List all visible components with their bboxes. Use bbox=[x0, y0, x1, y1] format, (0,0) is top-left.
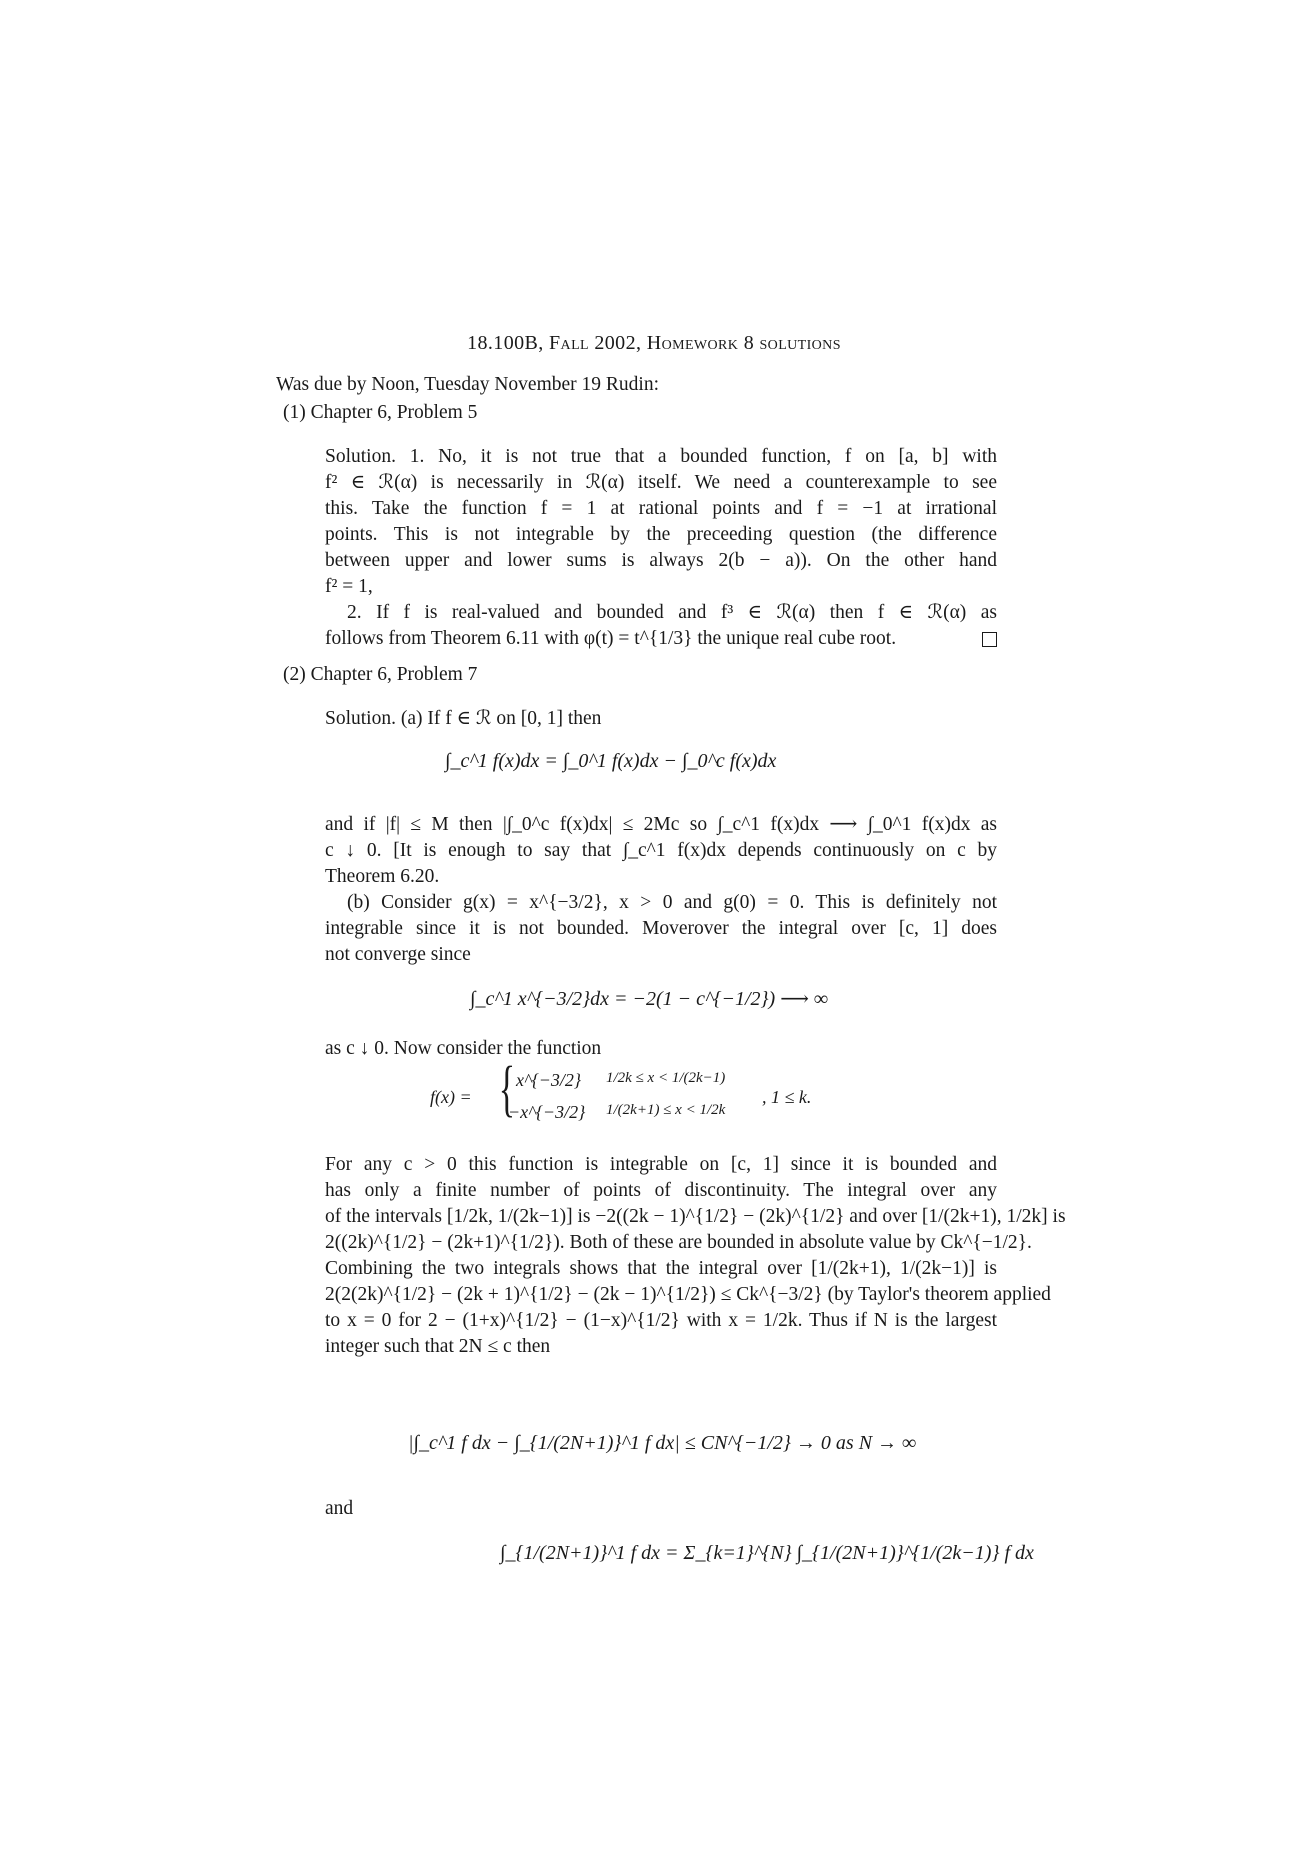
equation-4: |∫_c^1 f dx − ∫_{1/(2N+1)}^1 f dx| ≤ CN^{−1/2} → 0 as N → ∞ bbox=[408, 1432, 917, 1454]
word-and: and bbox=[325, 1498, 354, 1519]
text-line: c ↓ 0. [It is enough to say that ∫_c^1 f(x)dx depends continuously on c by bbox=[325, 840, 997, 861]
paragraph-c bbox=[325, 1152, 1066, 1360]
text-line: integer such that 2N ≤ c then bbox=[325, 1336, 551, 1357]
text-line: this. Take the function f = 1 at rational points and f = −1 at irrational bbox=[325, 498, 997, 519]
paragraph-a bbox=[325, 812, 997, 890]
text-line: not converge since bbox=[325, 944, 471, 965]
text-line: to x = 0 for 2 − (1+x)^{1/2} − (1−x)^{1/2} with x = 1/2k. Thus if N is the largest bbox=[325, 1310, 997, 1331]
eq3-cond1: 1/2k ≤ x < 1/(2k−1) bbox=[606, 1070, 726, 1086]
consider-line: as c ↓ 0. Now consider the function bbox=[325, 1038, 602, 1059]
eq3-tail: , 1 ≤ k. bbox=[762, 1087, 812, 1107]
paragraph-b bbox=[325, 890, 997, 968]
text-line: has only a finite number of points of discontinuity. The integral over any bbox=[325, 1180, 997, 1201]
text-line: Theorem 6.20. bbox=[325, 866, 440, 887]
qed-square-icon bbox=[982, 632, 997, 647]
text-line: between upper and lower sums is always 2(b − a)). On the other hand bbox=[325, 550, 997, 571]
eq3-case1: x^{−3/2} bbox=[516, 1070, 582, 1090]
text-line: f² ∈ ℛ(α) is necessarily in ℛ(α) itself. We need a counterexample to see bbox=[325, 472, 997, 493]
equation-2: ∫_c^1 x^{−3/2}dx = −2(1 − c^{−1/2}) ⟶ ∞ bbox=[470, 988, 829, 1010]
problem-2-label: (2) Chapter 6, Problem 7 bbox=[283, 664, 478, 685]
problem-2-intro: Solution. (a) If f ∈ ℛ on [0, 1] then bbox=[325, 708, 602, 729]
problem-1-solution bbox=[325, 444, 997, 652]
text-line: follows from Theorem 6.11 with φ(t) = t^{1/3} the unique real cube root. bbox=[325, 628, 897, 649]
text-line: (b) Consider g(x) = x^{−3/2}, x > 0 and g(0) = 0. This is definitely not bbox=[347, 892, 997, 913]
brace-icon: { bbox=[498, 1055, 516, 1123]
text-line: Solution. 1. No, it is not true that a bounded function, f on [a, b] with bbox=[325, 446, 997, 467]
eq3-lhs: f(x) = bbox=[430, 1087, 472, 1107]
text-line: 2. If f is real-valued and bounded and f³ ∈ ℛ(α) then f ∈ ℛ(α) as bbox=[347, 602, 997, 623]
text-line: 2(2(2k)^{1/2} − (2k + 1)^{1/2} − (2k − 1)^{1/2}) ≤ Ck^{−3/2} (by Taylor's theorem applied bbox=[325, 1284, 1051, 1305]
eq3-cond2: 1/(2k+1) ≤ x < 1/2k bbox=[606, 1102, 726, 1118]
page-header: 18.100B, Fall 2002, Homework 8 solutions bbox=[467, 332, 841, 354]
text-line: and if |f| ≤ M then |∫_0^c f(x)dx| ≤ 2Mc so ∫_c^1 f(x)dx ⟶ ∫_0^1 f(x)dx as bbox=[325, 814, 997, 835]
equation-3 bbox=[430, 1055, 870, 1132]
equation-1: ∫_c^1 f(x)dx = ∫_0^1 f(x)dx − ∫_0^c f(x)dx bbox=[445, 750, 777, 772]
text-line: integrable since it is not bounded. Moverover the integral over [c, 1] does bbox=[325, 918, 997, 939]
text-line: Combining the two integrals shows that the integral over [1/(2k+1), 1/(2k−1)] is bbox=[325, 1258, 997, 1279]
text-line: of the intervals [1/2k, 1/(2k−1)] is −2((2k − 1)^{1/2} − (2k)^{1/2} and over [1/(2k+1), 1/2k] is bbox=[325, 1206, 1066, 1227]
text-line: 2((2k)^{1/2} − (2k+1)^{1/2}). Both of these are bounded in absolute value by Ck^{−1/2}. bbox=[325, 1232, 1032, 1253]
problem-1-label: (1) Chapter 6, Problem 5 bbox=[283, 402, 478, 423]
text-line: For any c > 0 this function is integrable on [c, 1] since it is bounded and bbox=[325, 1154, 997, 1175]
text-line: points. This is not integrable by the preceeding question (the difference bbox=[325, 524, 997, 545]
equation-5: ∫_{1/(2N+1)}^1 f dx = Σ_{k=1}^{N} ∫_{1/(2N+1)}^{1/(2k−1)} f dx bbox=[500, 1542, 1034, 1564]
text-line: f² = 1, bbox=[325, 576, 373, 597]
due-line: Was due by Noon, Tuesday November 19 Rudin: bbox=[276, 374, 659, 395]
eq3-case2: −x^{−3/2} bbox=[508, 1102, 586, 1122]
